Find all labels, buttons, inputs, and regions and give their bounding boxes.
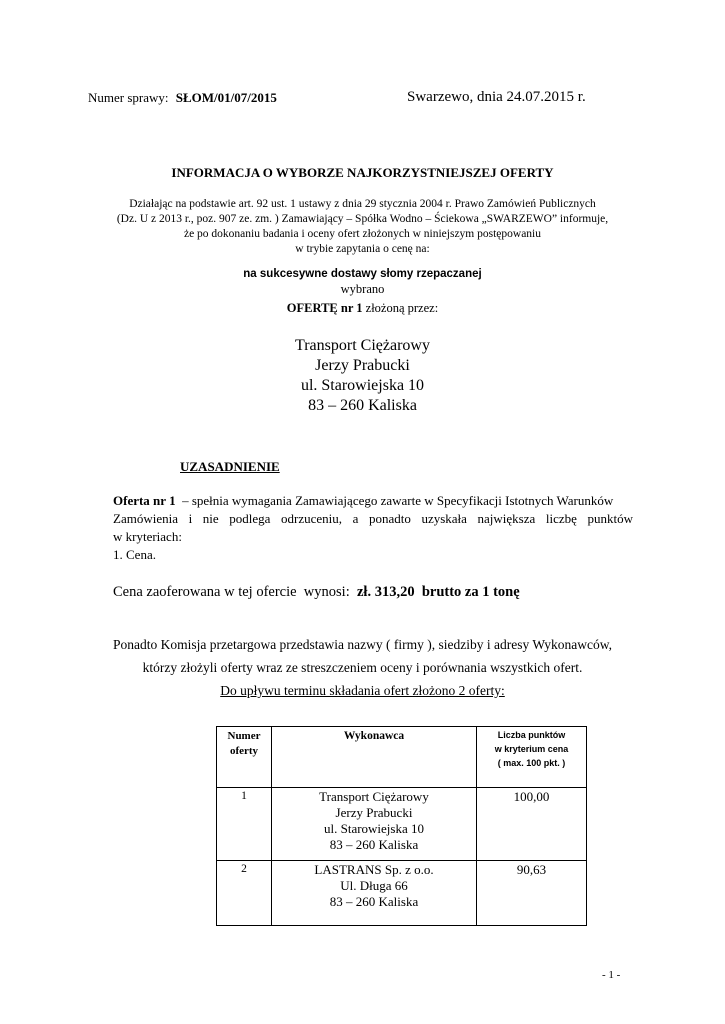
intro-line: (Dz. U z 2013 r., poz. 907 ze. zm. ) Zamawiający – Spółka Wodno – Ściekowa „SWARZEWO” informuje, — [116, 213, 609, 225]
points-cell: 90,63 — [477, 861, 587, 926]
justification-line-2: Zamówienia i nie podlega odrzuceniu, a ponadto uzyskała największa liczbę punktów — [113, 511, 633, 526]
offers-count-line: Do upływu terminu składania ofert złożono 2 oferty: — [220, 683, 505, 698]
contractor-line: 83 – 260 Kaliska — [329, 894, 419, 909]
table-row — [217, 788, 587, 861]
justification-criterion: 1. Cena. — [113, 547, 156, 562]
offers-table — [216, 726, 587, 926]
intro-paragraph — [0, 197, 725, 257]
header-points — [477, 727, 587, 788]
intro-line: w trybie zapytania o cenę na: — [295, 243, 430, 255]
offer-selected-line — [0, 301, 725, 316]
contractor-line: Transport Ciężarowy — [319, 789, 429, 804]
document-title: INFORMACJA O WYBORZE NAJKORZYSTNIEJSZEJ OFERTY — [171, 165, 554, 180]
committee-line-1: Ponadto Komisja przetargowa przedstawia nazwy ( firmy ), siedziby i adresy Wykonawców, — [112, 637, 613, 652]
price-label: Cena zaoferowana w tej ofercie wynosi: — [113, 584, 354, 600]
page-number: - 1 - — [602, 969, 621, 981]
offer-selected-label: OFERTĘ nr 1 — [286, 301, 363, 315]
winner-line: ul. Starowiejska 10 — [300, 377, 425, 394]
contractor-cell — [272, 861, 477, 926]
contractor-cell — [272, 788, 477, 861]
offer-number-cell: 1 — [217, 788, 272, 861]
case-number-line — [88, 90, 277, 106]
case-number-label: Numer sprawy: — [88, 90, 169, 105]
justification-line-1-text: – spełnia wymagania Zamawiającego zawarte w Specyfikacji Istotnych Warunków — [175, 493, 614, 508]
contractor-line: Ul. Długa 66 — [340, 878, 408, 893]
procurement-subject: na sukcesywne dostawy słomy rzepaczanej — [243, 268, 482, 280]
winner-line: Jerzy Prabucki — [315, 357, 410, 374]
contractor-line: ul. Starowiejska 10 — [323, 821, 424, 836]
header-points-line: Liczba punktów — [497, 730, 566, 740]
intro-line: że po dokonaniu badania i oceny ofert złożonych w niniejszym postępowaniu — [183, 228, 542, 240]
justification-line-1 — [113, 492, 633, 510]
justification-paragraph — [113, 492, 633, 564]
winner-line: 83 – 260 Kaliska — [308, 397, 417, 414]
price-value: zł. 313,20 brutto za 1 tonę — [353, 584, 520, 600]
contractor-line: LASTRANS Sp. z o.o. — [314, 862, 434, 877]
points-cell: 100,00 — [477, 788, 587, 861]
header-offer-number — [217, 727, 272, 788]
case-number: SŁOM/01/07/2015 — [175, 90, 277, 105]
chosen-text: wybrano — [340, 282, 385, 296]
intro-line: Działając na podstawie art. 92 ust. 1 ustawy z dnia 29 stycznia 2004 r. Prawo Zamówień Publicznych — [129, 198, 596, 210]
table-header-row — [217, 727, 587, 788]
contractor-line: Jerzy Prabucki — [335, 805, 413, 820]
justification-line-3: w kryteriach: — [113, 529, 182, 544]
table-row — [217, 861, 587, 926]
price-line — [113, 584, 520, 601]
offer-number-cell: 2 — [217, 861, 272, 926]
offer-selected-rest: złożoną przez: — [362, 301, 439, 315]
header-points-line: ( max. 100 pkt. ) — [497, 758, 566, 768]
contractor-line: 83 – 260 Kaliska — [329, 837, 419, 852]
header-contractor: Wykonawca — [272, 727, 477, 788]
winner-block — [0, 336, 725, 416]
place-date: Swarzewo, dnia 24.07.2015 r. — [407, 89, 586, 105]
committee-line-2: którzy złożyli oferty wraz ze streszczeniem oceny i porównania wszystkich ofert. — [142, 660, 583, 675]
justification-heading: UZASADNIENIE — [180, 459, 280, 474]
header-offer-number-line: oferty — [229, 745, 259, 757]
header-points-line: w kryterium cena — [494, 744, 569, 754]
justification-offer: Oferta nr 1 — [113, 493, 176, 508]
winner-line: Transport Ciężarowy — [295, 337, 430, 354]
header-offer-number-line: Numer — [227, 730, 261, 742]
